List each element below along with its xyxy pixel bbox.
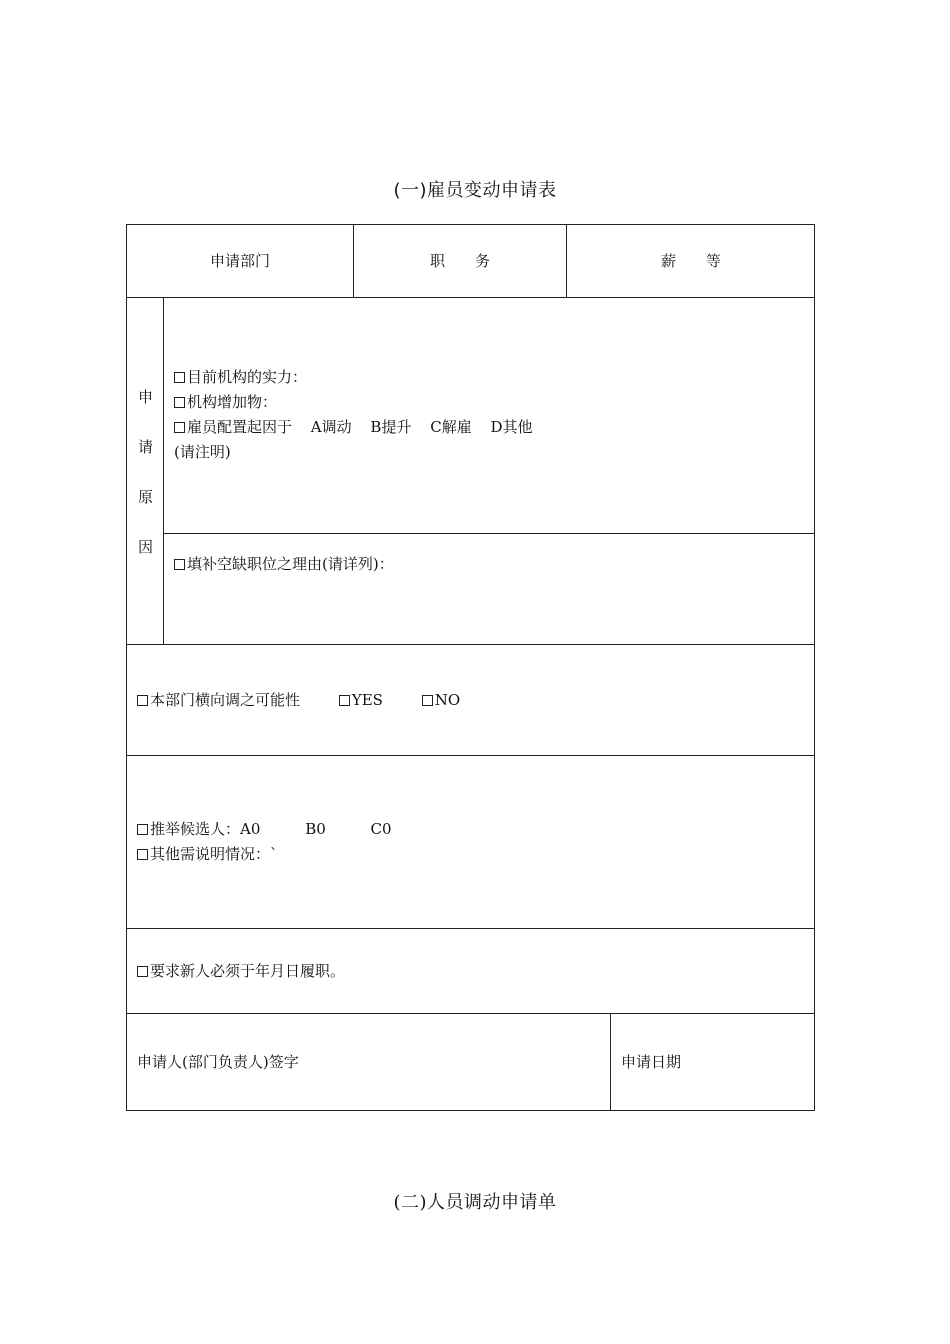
divider	[127, 755, 814, 756]
header-salary: 薪 等	[660, 252, 721, 270]
other-row	[137, 842, 392, 867]
transfer-yes-label: YES	[351, 691, 383, 709]
reason-block	[174, 365, 533, 465]
reason-addition-label: 机构增加物：	[187, 393, 278, 411]
candidate-c: C0	[370, 820, 392, 838]
header-dept: 申请部门	[209, 252, 270, 270]
option-promotion: B提升	[370, 418, 412, 436]
start-row	[137, 959, 345, 984]
reason-strength-label: 目前机构的实力：	[187, 368, 308, 386]
signature-label: 申请人(部门负责人)签字	[137, 1053, 299, 1071]
side-char: 申	[137, 388, 153, 406]
option-dismissal: C解雇	[430, 418, 472, 436]
reason-cause-row	[174, 415, 533, 440]
divider	[163, 533, 814, 534]
checkbox[interactable]	[174, 397, 185, 408]
reason-note: (请注明)	[174, 443, 231, 461]
transfer-label: 本部门横向调之可能性	[150, 691, 301, 709]
side-char: 原	[137, 488, 153, 506]
checkbox[interactable]	[137, 695, 148, 706]
date-label: 申请日期	[621, 1053, 682, 1071]
checkbox[interactable]	[174, 559, 185, 570]
reason-cause-label: 雇员配置起因于	[187, 418, 293, 436]
reason-strength-row	[174, 365, 533, 390]
transfer-row	[137, 688, 460, 713]
header-position: 职 务	[429, 252, 490, 270]
divider	[610, 1013, 611, 1110]
transfer-no-label: NO	[434, 691, 461, 709]
candidate-b: B0	[305, 820, 326, 838]
checkbox-yes[interactable]	[339, 695, 350, 706]
vacancy-row	[174, 552, 394, 577]
second-form-title: (二)人员调动申请单	[393, 1192, 557, 1213]
checkbox-no[interactable]	[422, 695, 433, 706]
start-label: 要求新人必须于年月日履职。	[150, 962, 346, 980]
checkbox[interactable]	[137, 849, 148, 860]
other-label: 其他需说明情况：`	[150, 845, 278, 863]
checkbox[interactable]	[174, 372, 185, 383]
form-title: (一)雇员变动申请表	[393, 180, 557, 201]
reason-side-label	[127, 372, 164, 572]
checkbox[interactable]	[137, 824, 148, 835]
side-char: 请	[137, 438, 153, 456]
checkbox[interactable]	[174, 422, 185, 433]
candidates-row	[137, 817, 392, 842]
candidate-a: A0	[240, 820, 261, 838]
divider	[127, 1013, 814, 1014]
candidates-block	[137, 817, 392, 867]
candidates-label: 推举候选人：	[150, 820, 241, 838]
divider	[127, 928, 814, 929]
vacancy-label: 填补空缺职位之理由(请详列)：	[187, 555, 394, 573]
reason-addition-row	[174, 390, 533, 415]
employee-change-form	[126, 224, 815, 1111]
checkbox[interactable]	[137, 966, 148, 977]
side-char: 因	[137, 538, 153, 556]
divider	[127, 297, 814, 298]
option-transfer: A调动	[310, 418, 352, 436]
divider	[127, 644, 814, 645]
option-other: D其他	[490, 418, 533, 436]
